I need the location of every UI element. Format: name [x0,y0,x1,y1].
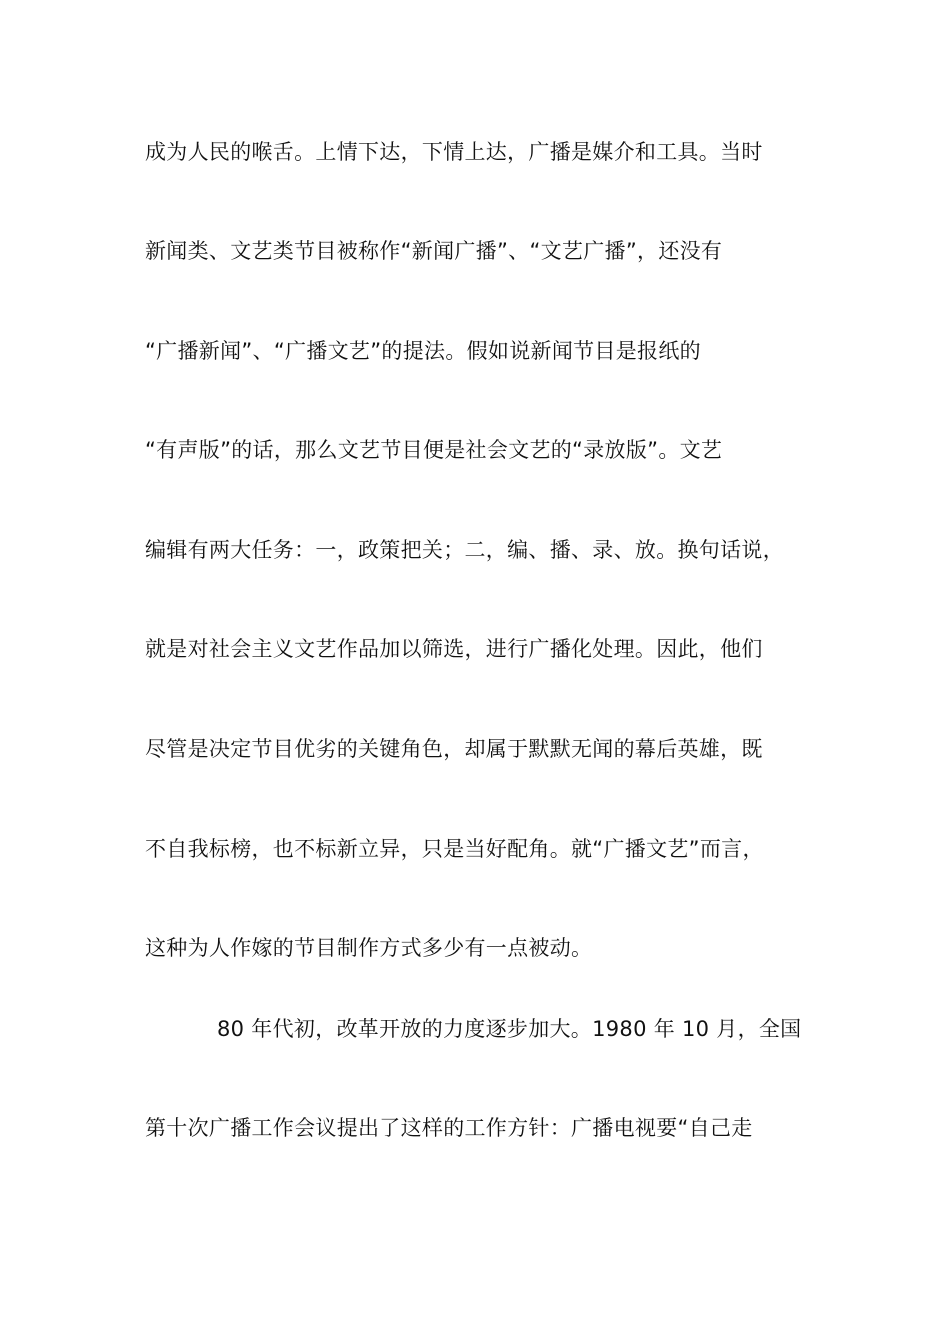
text-line: 尽管是决定节目优劣的关键角色，却属于默默无闻的幕后英雄，既 [145,737,763,761]
text-line: 就是对社会主义文艺作品加以筛选，进行广播化处理。因此，他们 [145,637,763,661]
text-line: 新闻类、文艺类节目被称作“新闻广播”、“文艺广播”，还没有 [145,239,723,263]
paragraph-first-line: 80 年代初，改革开放的力度逐步加大。1980 年 10 月，全国 [217,1017,802,1041]
text-line: 第十次广播工作会议提出了这样的工作方针：广播电视要“自己走 [145,1116,753,1140]
text-line: 不自我标榜，也不标新立异，只是当好配角。就“广播文艺”而言， [145,837,764,861]
text-line: “广播新闻”、“广播文艺”的提法。假如说新闻节目是报纸的 [145,339,701,363]
text-line: “有声版”的话，那么文艺节目便是社会文艺的“录放版”。文艺 [145,438,723,462]
text-line: 成为人民的喉舌。上情下达，下情上达，广播是媒介和工具。当时 [145,140,763,164]
text-line: 这种为人作嫁的节目制作方式多少有一点被动。 [145,936,593,960]
text-line: 编辑有两大任务：一，政策把关；二，编、播、录、放。换句话说， [145,538,784,562]
